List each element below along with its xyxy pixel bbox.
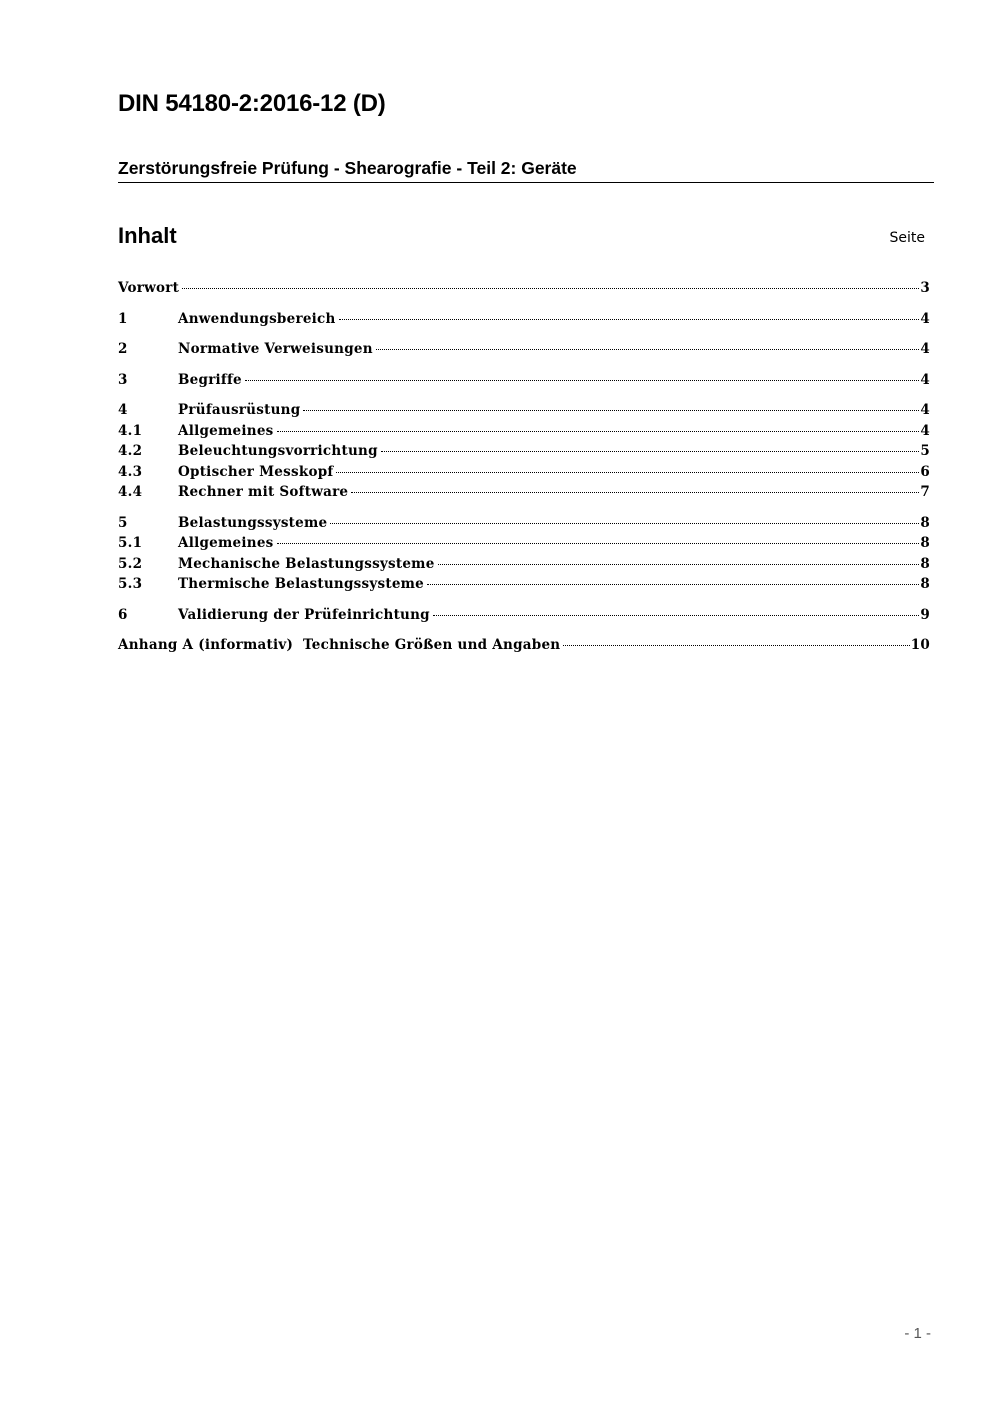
toc-leader	[351, 492, 919, 493]
toc-leader	[339, 319, 920, 320]
toc-leader	[381, 451, 920, 452]
toc-entry-number: 6	[118, 606, 128, 623]
toc-entry-5-2[interactable]	[118, 554, 930, 575]
toc-entry-page: 4	[920, 310, 930, 327]
toc-entry-title: Thermische Belastungssysteme	[178, 576, 425, 592]
toc-entry-vorwort[interactable]	[118, 278, 930, 299]
toc-entry-title: Prüfausrüstung	[178, 402, 301, 418]
toc-entry-page: 4	[920, 371, 930, 388]
toc-entry-page: 3	[920, 280, 930, 296]
toc-entry-number: 3	[118, 371, 128, 388]
toc-entry-number: 5.3	[118, 576, 143, 592]
toc-leader	[303, 410, 919, 411]
toc-entry-title: Anhang A (informativ) Technische Größen und Angaben	[118, 637, 561, 653]
toc-entry-title: Allgemeines	[178, 535, 274, 551]
toc-leader	[245, 380, 919, 381]
toc-entry-page: 8	[920, 576, 930, 592]
page-number: - 1 -	[904, 1325, 931, 1342]
toc-entry-number: 4.1	[118, 422, 143, 439]
toc-leader	[427, 584, 919, 585]
document-title: DIN 54180-2:2016-12 (D)	[118, 90, 386, 117]
toc-entry-title: Belastungssysteme	[178, 514, 328, 531]
toc-entry-page: 10	[910, 637, 930, 653]
toc-entry-3[interactable]	[118, 370, 930, 391]
toc-entry-title: Anwendungsbereich	[178, 310, 336, 327]
toc-entry-title: Vorwort	[118, 280, 180, 296]
toc-entry-number: 4.3	[118, 463, 143, 480]
toc-heading: Inhalt	[118, 223, 177, 248]
toc-entry-4-2[interactable]	[118, 441, 930, 462]
toc-entry-5-1[interactable]	[118, 533, 930, 554]
table-of-contents	[118, 278, 930, 656]
toc-leader	[376, 349, 920, 350]
toc-entry-page: 5	[920, 443, 930, 459]
toc-entry-title: Validierung der Prüfeinrichtung	[178, 606, 430, 623]
toc-leader	[336, 472, 919, 473]
toc-entry-1[interactable]	[118, 309, 930, 330]
toc-leader	[563, 645, 909, 646]
toc-entry-page: 7	[920, 484, 930, 500]
toc-entry-anhang-a[interactable]	[118, 635, 930, 656]
toc-entry-number: 5	[118, 514, 128, 531]
toc-entry-number: 5.1	[118, 535, 143, 551]
toc-leader	[433, 615, 919, 616]
toc-entry-title: Begriffe	[178, 371, 242, 388]
toc-entry-title: Rechner mit Software	[178, 484, 349, 500]
toc-entry-5-3[interactable]	[118, 574, 930, 595]
toc-entry-number: 4.4	[118, 484, 143, 500]
toc-entry-4-1[interactable]	[118, 421, 930, 442]
page-column-label: Seite	[889, 230, 925, 246]
toc-entry-number: 1	[118, 310, 128, 327]
toc-entry-title: Mechanische Belastungssysteme	[178, 555, 435, 572]
toc-entry-title: Beleuchtungsvorrichtung	[178, 443, 378, 459]
toc-entry-number: 2	[118, 341, 128, 357]
toc-entry-title: Allgemeines	[178, 422, 274, 439]
toc-leader	[277, 431, 920, 432]
toc-entry-page: 8	[920, 514, 930, 531]
toc-entry-page: 6	[920, 463, 930, 480]
toc-leader	[277, 543, 920, 544]
toc-entry-4[interactable]	[118, 400, 930, 421]
toc-entry-page: 9	[920, 606, 930, 623]
toc-entry-title: Normative Verweisungen	[178, 341, 373, 357]
toc-entry-page: 4	[920, 402, 930, 418]
toc-entry-number: 4	[118, 402, 128, 418]
toc-leader	[330, 523, 919, 524]
toc-leader	[182, 288, 919, 289]
toc-entry-number: 4.2	[118, 443, 143, 459]
toc-entry-page: 4	[920, 341, 930, 357]
toc-entry-page: 8	[920, 555, 930, 572]
toc-entry-number: 5.2	[118, 555, 143, 572]
toc-leader	[438, 564, 920, 565]
toc-entry-5[interactable]	[118, 513, 930, 534]
toc-entry-4-3[interactable]	[118, 462, 930, 483]
toc-entry-4-4[interactable]	[118, 482, 930, 503]
toc-entry-6[interactable]	[118, 605, 930, 626]
toc-entry-page: 4	[920, 422, 930, 439]
toc-entry-title: Optischer Messkopf	[178, 463, 334, 480]
document-subtitle: Zerstörungsfreie Prüfung - Shearografie - Teil 2: Geräte	[118, 158, 934, 183]
toc-entry-2[interactable]	[118, 339, 930, 360]
toc-entry-page: 8	[920, 535, 930, 551]
